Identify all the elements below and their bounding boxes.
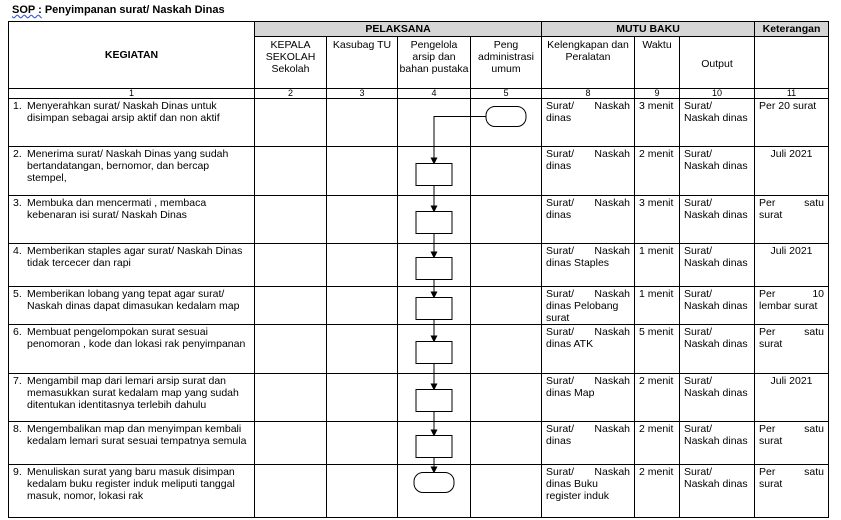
pengelola-cell [398,287,471,325]
kelengkapan-word: Naskah [594,148,630,160]
kegiatan-text: Membuat pengelompokan surat sesuai penomoran , kode dan lokasi rak penyimpanan [27,326,246,350]
table-row [9,196,829,244]
header-kepala-sekolah: KEPALA SEKOLAH Sekolah [255,37,327,89]
waktu-cell: 2 menit [635,422,680,465]
keterangan-cell [755,422,829,465]
output-cell: Surat/ Naskah dinas [680,422,755,465]
kepala-sekolah-cell [255,244,327,287]
peng-admin-cell [471,287,542,325]
kepala-sekolah-cell [255,422,327,465]
keterangan-cell: Juli 2021 [755,244,829,287]
waktu-cell: 3 menit [635,196,680,244]
keterangan-cell: Juli 2021 [755,147,829,196]
keterangan-line: surat [759,478,783,490]
kepala-sekolah-cell [255,465,327,518]
sop-label: SOP : [12,4,42,16]
header-pengelola: Pengelola arsip dan bahan pustaka [398,37,471,89]
kasubag-cell [327,325,398,374]
header-kasubag: Kasubag TU [327,37,398,89]
peng-admin-cell [471,99,542,147]
kegiatan-text: Menerima surat/ Naskah Dinas yang sudah bertandatangan, bernomor, dan bercap stempel, [27,148,229,184]
kegiatan-cell [9,325,255,374]
kelengkapan-word: Surat/ [546,375,575,387]
output-cell: Surat/ Naskah dinas [680,244,755,287]
pengelola-cell [398,422,471,465]
kelengkapan-word: Surat/ [546,245,575,257]
kelengkapan-detail: dinas [546,209,572,221]
kelengkapan-word: Naskah [594,100,630,112]
output-cell: Surat/ Naskah dinas [680,287,755,325]
step-number: 2. [13,148,22,160]
keterangan-cell [755,287,829,325]
col-number: 5 [471,89,542,99]
kegiatan-cell [9,196,255,244]
kegiatan-text: Mengambil map dari lemari arsip surat dan memasukkan surat kedalam map yang sudah ditentukan identitasnya terlebih dahulu [27,375,239,411]
kelengkapan-word: Naskah [594,288,630,300]
col-number: 3 [327,89,398,99]
kelengkapan-cell [542,287,635,325]
kelengkapan-word: Surat/ [546,423,575,435]
pengelola-cell [398,465,471,518]
kepala-sekolah-cell [255,147,327,196]
kepala-sekolah-cell [255,287,327,325]
kelengkapan-word: Naskah [594,375,630,387]
keterangan-line: Per 10 [759,288,824,300]
output-cell: Surat/ Naskah dinas [680,465,755,518]
header-mutu-baku: MUTU BAKU [542,22,755,37]
pengelola-cell [398,196,471,244]
step-number: 8. [13,423,22,435]
keterangan-cell [755,196,829,244]
col-number: 8 [542,89,635,99]
pengelola-cell [398,244,471,287]
col-number: 10 [680,89,755,99]
table-row [9,287,829,325]
keterangan-cell: Juli 2021 [755,374,829,422]
keterangan-cell [755,325,829,374]
kelengkapan-detail: dinas Buku register induk [546,478,610,502]
output-cell: Surat/ Naskah dinas [680,99,755,147]
document-title [12,4,225,16]
waktu-cell: 3 menit [635,99,680,147]
header-output: Output [680,37,755,89]
column-number-row [9,89,829,99]
kegiatan-text: Membuka dan mencermati , membaca kebenaran isi surat/ Naskah Dinas [27,197,207,221]
kegiatan-cell [9,99,255,147]
table-row [9,244,829,287]
kelengkapan-detail: dinas [546,435,572,447]
keterangan-cell: Per 20 surat [755,99,829,147]
kasubag-cell [327,244,398,287]
col-number: 4 [398,89,471,99]
kelengkapan-cell [542,244,635,287]
kelengkapan-detail: dinas Staples [546,257,610,269]
kepala-sekolah-cell [255,196,327,244]
kelengkapan-word: Surat/ [546,288,575,300]
peng-admin-cell [471,422,542,465]
kelengkapan-cell [542,325,635,374]
kelengkapan-cell [542,99,635,147]
header-kegiatan: KEGIATAN [9,22,255,89]
table-row [9,374,829,422]
table-row [9,465,829,518]
kelengkapan-word: Surat/ [546,466,575,478]
keterangan-line: lembar surat [759,300,818,312]
peng-admin-cell [471,325,542,374]
kegiatan-text: Menuliskan surat yang baru masuk disimpan kedalam buku register induk meliputi tanggal masuk, nomor, lokasi rak [27,466,235,502]
peng-admin-cell [471,465,542,518]
kegiatan-text: Memberikan staples agar surat/ Naskah Dinas tidak tercecer dan rapi [27,245,243,269]
output-cell: Surat/ Naskah dinas [680,325,755,374]
kelengkapan-word: Surat/ [546,197,575,209]
kasubag-cell [327,147,398,196]
kelengkapan-word: Naskah [594,245,630,257]
kepala-sekolah-cell [255,325,327,374]
output-cell: Surat/ Naskah dinas [680,147,755,196]
kelengkapan-word: Naskah [594,326,630,338]
kelengkapan-detail: dinas ATK [546,338,594,350]
peng-admin-cell [471,244,542,287]
kelengkapan-cell [542,147,635,196]
kepala-sekolah-cell [255,374,327,422]
output-cell: Surat/ Naskah dinas [680,374,755,422]
kasubag-cell [327,196,398,244]
col-number: 11 [755,89,829,99]
step-number: 4. [13,245,22,257]
kelengkapan-cell [542,422,635,465]
kegiatan-cell [9,422,255,465]
step-number: 9. [13,466,22,478]
kelengkapan-cell [542,374,635,422]
table-row [9,147,829,196]
kegiatan-text: Mengembalikan map dan menyimpan kembali kedalam lemari surat sesuai tempatnya semula [27,423,247,447]
output-cell: Surat/ Naskah dinas [680,196,755,244]
kelengkapan-word: Naskah [594,423,630,435]
step-number: 3. [13,197,22,209]
keterangan-line: surat [759,338,783,350]
header-keterangan: Keterangan [755,22,829,37]
kelengkapan-word: Naskah [594,197,630,209]
table-row [9,99,829,147]
table-row [9,422,829,465]
header-waktu: Waktu [635,37,680,89]
kegiatan-cell [9,244,255,287]
waktu-cell: 5 menit [635,325,680,374]
col-number: 9 [635,89,680,99]
kegiatan-cell [9,287,255,325]
header-peng-admin: Peng administrasi umum [471,37,542,89]
kegiatan-text: Menyerahkan surat/ Naskah Dinas untuk disimpan sebagai arsip aktif dan non aktif [27,100,220,124]
pengelola-cell [398,325,471,374]
kasubag-cell [327,465,398,518]
kelengkapan-detail: dinas Pelobang surat [546,300,619,324]
keterangan-line: Per satu [759,326,824,338]
step-number: 1. [13,100,22,112]
peng-admin-cell [471,147,542,196]
header-keterangan-blank [755,37,829,89]
kasubag-cell [327,374,398,422]
col-number: 1 [9,89,255,99]
kasubag-cell [327,422,398,465]
col-number: 2 [255,89,327,99]
kegiatan-cell [9,465,255,518]
waktu-cell: 2 menit [635,374,680,422]
sop-title: Penyimpanan surat/ Naskah Dinas [44,4,225,16]
pengelola-cell [398,147,471,196]
keterangan-line: surat [759,435,783,447]
waktu-cell: 2 menit [635,465,680,518]
kelengkapan-detail: dinas [546,112,572,124]
keterangan-cell [755,465,829,518]
kelengkapan-word: Surat/ [546,100,575,112]
kelengkapan-detail: dinas [546,160,572,172]
step-number: 7. [13,375,22,387]
waktu-cell: 2 menit [635,147,680,196]
peng-admin-cell [471,196,542,244]
waktu-cell: 1 menit [635,244,680,287]
step-number: 5. [13,288,22,300]
kegiatan-cell [9,374,255,422]
table-row [9,325,829,374]
pengelola-cell [398,99,471,147]
sop-table [8,21,829,518]
header-kelengkapan: Kelengkapan dan Peralatan [542,37,635,89]
kelengkapan-word: Surat/ [546,148,575,160]
kegiatan-text: Memberikan lobang yang tepat agar surat/ Naskah dinas dapat dimasukan kedalam map [27,288,240,312]
pengelola-cell [398,374,471,422]
kelengkapan-cell [542,196,635,244]
kasubag-cell [327,99,398,147]
keterangan-line: surat [759,209,783,221]
kegiatan-cell [9,147,255,196]
waktu-cell: 1 menit [635,287,680,325]
keterangan-line: Per satu [759,197,824,209]
header-pelaksana: PELAKSANA [255,22,542,37]
kelengkapan-detail: dinas Map [546,387,595,399]
keterangan-line: Per satu [759,423,824,435]
kelengkapan-word: Surat/ [546,326,575,338]
step-number: 6. [13,326,22,338]
keterangan-line: Per satu [759,466,824,478]
kelengkapan-word: Naskah [594,466,630,478]
kasubag-cell [327,287,398,325]
peng-admin-cell [471,374,542,422]
kepala-sekolah-cell [255,99,327,147]
kelengkapan-cell [542,465,635,518]
